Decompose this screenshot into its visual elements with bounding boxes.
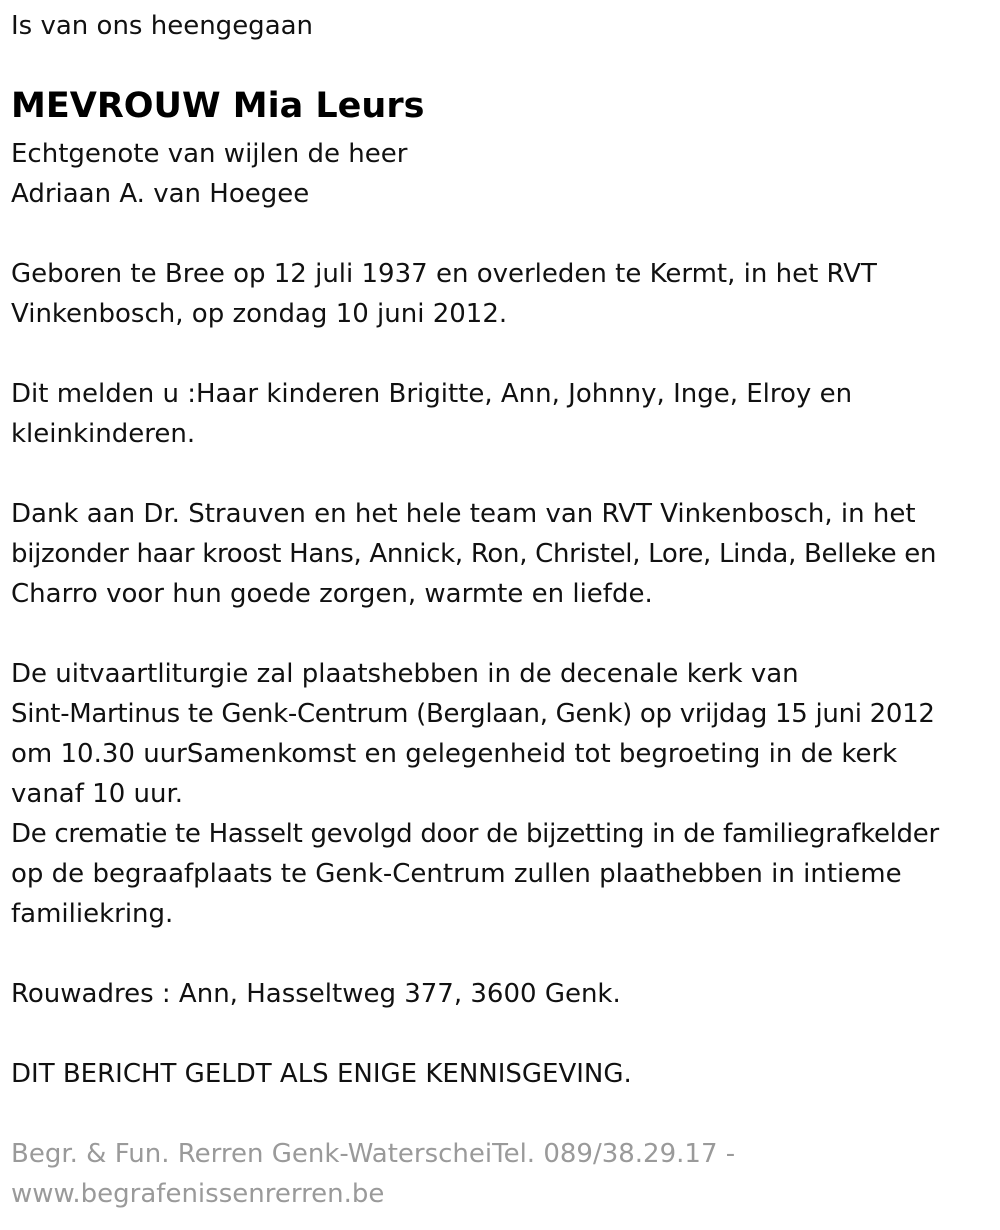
funeral-line: op de begraafplaats te Genk-Centrum zullen plaathebben in intieme: [11, 859, 902, 889]
spouse-line: Adriaan A. van Hoegee: [11, 179, 310, 209]
notice-statement: DIT BERICHT GELDT ALS ENIGE KENNISGEVING.: [11, 1059, 632, 1089]
deceased-name: MEVROUW Mia Leurs: [11, 86, 425, 126]
birth-death-line: Geboren te Bree op 12 juli 1937 en overleden te Kermt, in het RVT: [11, 259, 877, 289]
funeral-line: De crematie te Hasselt gevolgd door de bijzetting in de familiegrafkelder: [11, 819, 939, 849]
intro-text: Is van ons heengegaan: [11, 11, 314, 41]
mourning-address: Rouwadres : Ann, Hasseltweg 377, 3600 Genk.: [11, 979, 621, 1009]
funeral-line: vanaf 10 uur.: [11, 779, 184, 809]
funeral-home-contact: Begr. & Fun. Rerren Genk-WaterscheiTel. 089/38.29.17 -: [11, 1139, 736, 1169]
funeral-paragraph: [11, 654, 939, 934]
family-line: kleinkinderen.: [11, 419, 196, 449]
spouse-paragraph: [11, 134, 407, 214]
birth-death-paragraph: [11, 254, 877, 334]
funeral-line: De uitvaartliturgie zal plaatshebben in de decenale kerk van: [11, 659, 799, 689]
spouse-line: Echtgenote van wijlen de heer: [11, 139, 408, 169]
funeral-home-footer: [11, 1134, 735, 1214]
family-line: Dit melden u :Haar kinderen Brigitte, Ann, Johnny, Inge, Elroy en: [11, 379, 853, 409]
funeral-line: Sint-Martinus te Genk-Centrum (Berglaan, Genk) op vrijdag 15 juni 2012: [11, 699, 935, 729]
funeral-home-website: www.begrafenissenrerren.be: [11, 1179, 385, 1209]
thanks-line: Charro voor hun goede zorgen, warmte en liefde.: [11, 579, 653, 609]
thanks-line: Dank aan Dr. Strauven en het hele team van RVT Vinkenbosch, in het: [11, 499, 916, 529]
funeral-line: familiekring.: [11, 899, 174, 929]
family-paragraph: [11, 374, 852, 454]
thanks-paragraph: [11, 494, 936, 614]
funeral-line: om 10.30 uurSamenkomst en gelegenheid tot begroeting in de kerk: [11, 739, 898, 769]
thanks-line: bijzonder haar kroost Hans, Annick, Ron, Christel, Lore, Linda, Belleke en: [11, 539, 937, 569]
birth-death-line: Vinkenbosch, op zondag 10 juni 2012.: [11, 299, 508, 329]
